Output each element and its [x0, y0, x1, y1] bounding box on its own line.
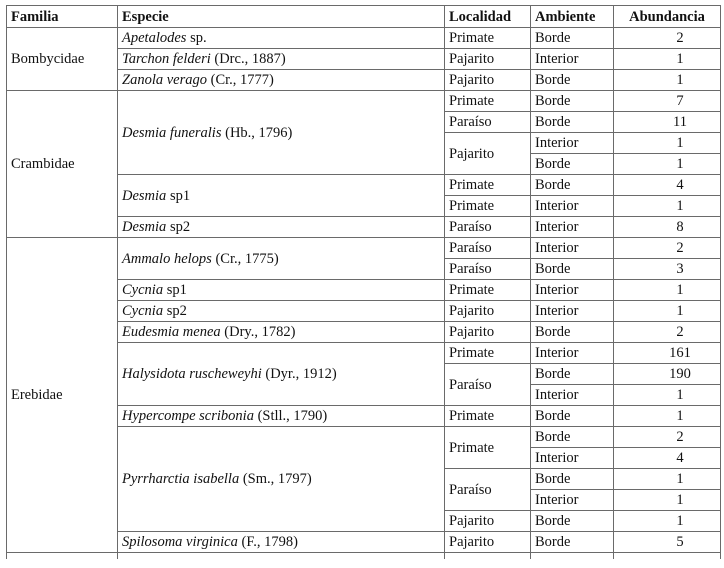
abundance-cell: 8 [614, 217, 721, 238]
locality-cell: Paraíso [445, 238, 531, 259]
abundance-cell: 1 [614, 49, 721, 70]
environment-cell: Borde [531, 28, 614, 49]
abundance-cell: 1 [614, 385, 721, 406]
locality-cell: Primate [445, 175, 531, 196]
abundance-cell: 1 [614, 70, 721, 91]
locality-cell: Pajarito [445, 532, 531, 553]
locality-cell: Pajarito [445, 301, 531, 322]
species-cell: Pyrrharctia isabella (Sm., 1797) [118, 427, 445, 532]
species-cell: Ammalo helops (Cr., 1775) [118, 238, 445, 280]
environment-cell: Interior [531, 343, 614, 364]
abundance-cell: 4 [614, 175, 721, 196]
environment-cell: Borde [531, 91, 614, 112]
species-cell: Tarchon felderi (Drc., 1887) [118, 49, 445, 70]
abundance-cell: 2 [614, 322, 721, 343]
locality-cell: Primate [445, 280, 531, 301]
abundance-cell: 7 [614, 91, 721, 112]
environment-cell: Interior [531, 196, 614, 217]
species-cell: Zanola verago (Cr., 1777) [118, 70, 445, 91]
abundance-cell: 1 [614, 301, 721, 322]
locality-cell: Paraíso [445, 259, 531, 280]
table-row-cutoff [7, 553, 721, 559]
header-familia: Familia [7, 6, 118, 28]
abundance-cell: 1 [614, 133, 721, 154]
species-cell: Cycnia sp1 [118, 280, 445, 301]
species-cell: Cycnia sp2 [118, 301, 445, 322]
locality-cell: Primate [445, 406, 531, 427]
environment-cell: Borde [531, 469, 614, 490]
environment-cell: Interior [531, 301, 614, 322]
locality-cell: Primate [445, 28, 531, 49]
abundance-cell: 4 [614, 448, 721, 469]
environment-cell: Borde [531, 406, 614, 427]
locality-cell: Pajarito [445, 49, 531, 70]
header-ambiente: Ambiente [531, 6, 614, 28]
environment-cell: Interior [531, 490, 614, 511]
family-cell: Bombycidae [7, 28, 118, 91]
environment-cell: Borde [531, 259, 614, 280]
abundance-cell: 2 [614, 427, 721, 448]
species-cell: Hypercompe scribonia (Stll., 1790) [118, 406, 445, 427]
abundance-cell: 5 [614, 532, 721, 553]
environment-cell: Interior [531, 217, 614, 238]
table-row [7, 91, 721, 112]
species-cell: Eudesmia menea (Dry., 1782) [118, 322, 445, 343]
species-cell: Desmia sp2 [118, 217, 445, 238]
locality-cell: Pajarito [445, 133, 531, 175]
abundance-cell: 3 [614, 259, 721, 280]
header-localidad: Localidad [445, 6, 531, 28]
abundance-cell: 190 [614, 364, 721, 385]
locality-cell: Primate [445, 343, 531, 364]
family-cell: Crambidae [7, 91, 118, 238]
locality-cell: Paraíso [445, 364, 531, 406]
species-cell: Apetalodes sp. [118, 28, 445, 49]
environment-cell: Borde [531, 427, 614, 448]
table-row [7, 28, 721, 49]
header-especie: Especie [118, 6, 445, 28]
locality-cell: Primate [445, 427, 531, 469]
species-cell: Halysidota ruscheweyhi (Dyr., 1912) [118, 343, 445, 406]
abundance-cell: 1 [614, 469, 721, 490]
species-cell: Desmia funeralis (Hb., 1796) [118, 91, 445, 175]
abundance-cell: 11 [614, 112, 721, 133]
header-abundancia: Abundancia [614, 6, 721, 28]
locality-cell: Primate [445, 91, 531, 112]
abundance-cell: 1 [614, 154, 721, 175]
abundance-cell: 2 [614, 238, 721, 259]
environment-cell: Borde [531, 511, 614, 532]
header-row [7, 6, 721, 28]
environment-cell: Borde [531, 70, 614, 91]
family-cell: Erebidae [7, 238, 118, 553]
environment-cell: Interior [531, 448, 614, 469]
environment-cell: Interior [531, 49, 614, 70]
locality-cell: Pajarito [445, 511, 531, 532]
abundance-cell: 1 [614, 490, 721, 511]
abundance-cell: 1 [614, 511, 721, 532]
locality-cell: Primate [445, 196, 531, 217]
species-cell: Spilosoma virginica (F., 1798) [118, 532, 445, 553]
abundance-cell: 1 [614, 196, 721, 217]
locality-cell: Paraíso [445, 469, 531, 511]
environment-cell: Borde [531, 364, 614, 385]
environment-cell: Interior [531, 280, 614, 301]
locality-cell: Pajarito [445, 322, 531, 343]
environment-cell: Borde [531, 112, 614, 133]
environment-cell: Interior [531, 238, 614, 259]
environment-cell: Borde [531, 532, 614, 553]
locality-cell: Paraíso [445, 112, 531, 133]
environment-cell: Interior [531, 133, 614, 154]
environment-cell: Borde [531, 322, 614, 343]
locality-cell: Pajarito [445, 70, 531, 91]
abundance-cell: 161 [614, 343, 721, 364]
environment-cell: Interior [531, 385, 614, 406]
locality-cell: Paraíso [445, 217, 531, 238]
table-row [7, 238, 721, 259]
abundance-cell: 2 [614, 28, 721, 49]
abundance-cell: 1 [614, 406, 721, 427]
abundance-table [6, 5, 721, 559]
environment-cell: Borde [531, 175, 614, 196]
abundance-cell: 1 [614, 280, 721, 301]
environment-cell: Borde [531, 154, 614, 175]
species-cell: Desmia sp1 [118, 175, 445, 217]
